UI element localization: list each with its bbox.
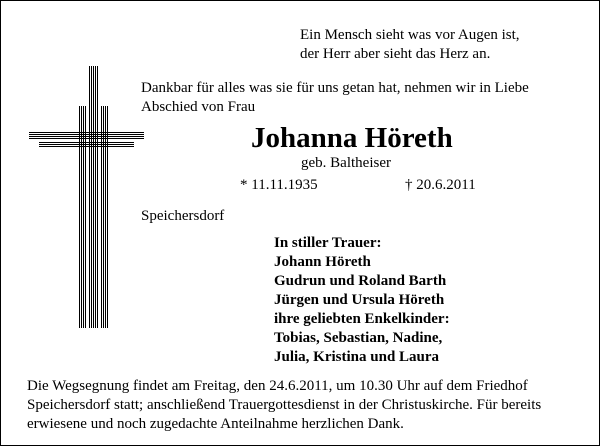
mourner-line: Johann Höreth xyxy=(274,254,371,270)
mourner-line: Gudrun und Roland Barth xyxy=(274,273,447,289)
funeral-info: Die Wegsegnung findet am Freitag, den 24.6.2011, um 10.30 Uhr auf dem Friedhof Speichersdorf statt; anschließend Trauergottesdienst in der Christuskirche. Für bereits erwiesene und noch zugedachte Anteilnahme herzlichen Dank. xyxy=(27,378,542,432)
mourner-line: Tobias, Sebastian, Nadine, xyxy=(274,330,443,346)
birth-name: geb. Baltheiser xyxy=(301,155,391,171)
bible-quote xyxy=(300,26,580,64)
deceased-name: Johanna Höreth xyxy=(251,122,453,154)
quote-line-2: der Herr aber sieht das Herz an. xyxy=(300,46,491,62)
mourners-heading: In stiller Trauer: xyxy=(274,235,382,251)
mourner-line: Julia, Kristina und Laura xyxy=(274,349,440,365)
place: Speichersdorf xyxy=(141,208,225,224)
cross-icon xyxy=(29,66,144,328)
intro-text: Dankbar für alles was sie für uns getan hat, nehmen wir in Liebe Abschied von Frau xyxy=(141,80,529,115)
birth-date: * 11.11.1935 xyxy=(240,177,318,193)
mourner-line: Jürgen und Ursula Höreth xyxy=(274,292,445,308)
death-date: † 20.6.2011 xyxy=(405,177,476,193)
quote-line-1: Ein Mensch sieht was vor Augen ist, xyxy=(300,27,520,43)
mourner-line: ihre geliebten Enkelkinder: xyxy=(274,311,450,327)
mourners-list xyxy=(274,234,450,367)
